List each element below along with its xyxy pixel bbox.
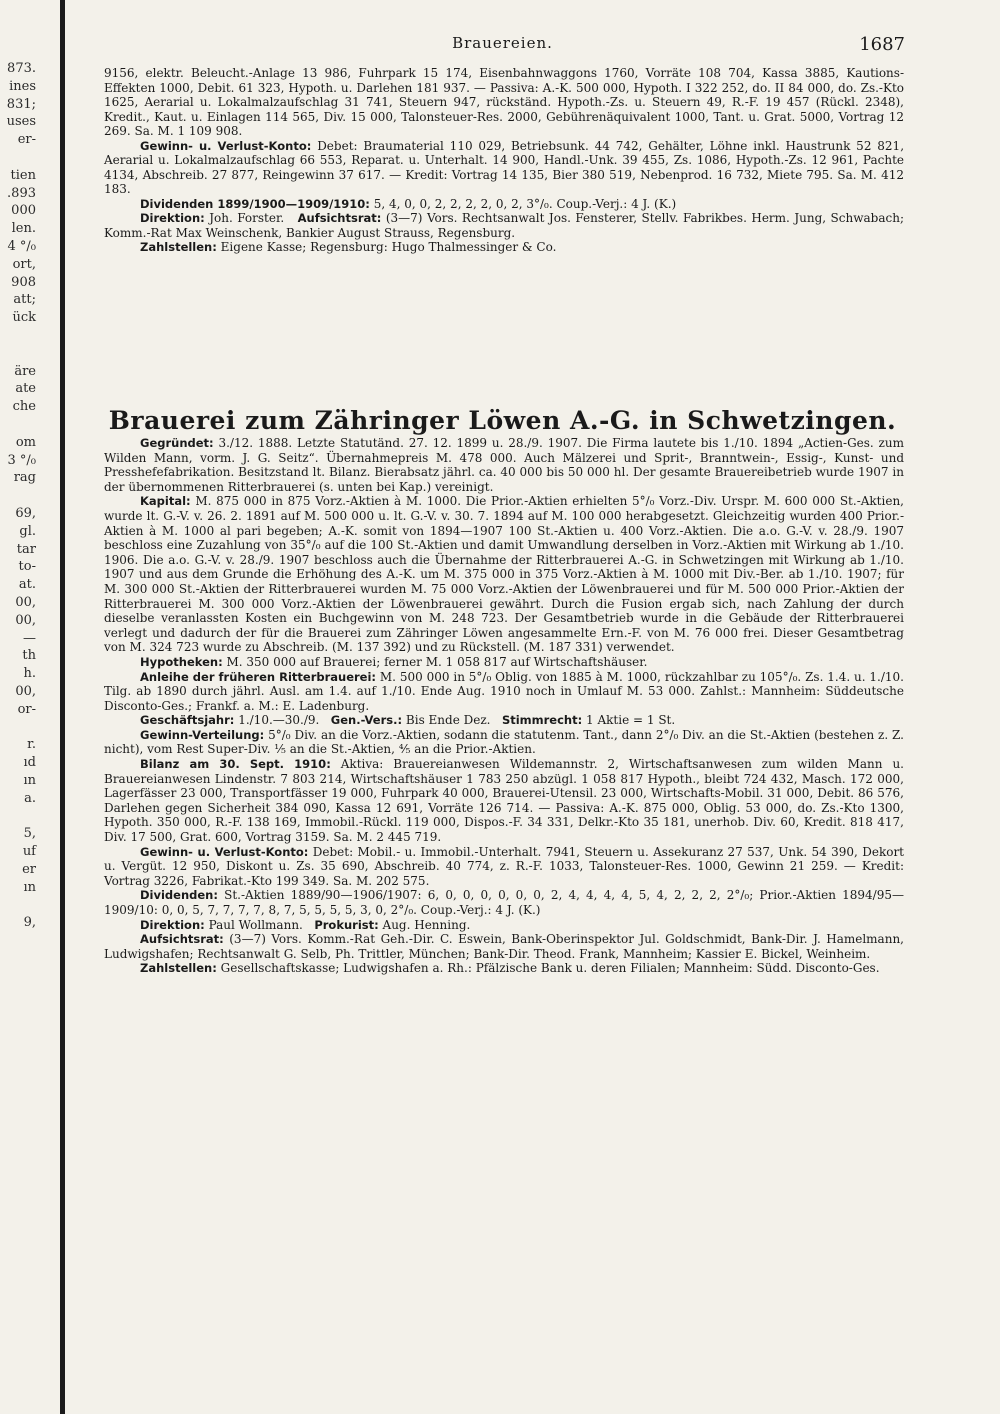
section-label: Geschäftsjahr: xyxy=(140,713,235,728)
section-label: Dividenden: xyxy=(140,888,218,903)
previous-entry-continuation xyxy=(104,66,904,255)
gutter-line: 9, xyxy=(23,915,36,931)
section-label: Gewinn-Verteilung: xyxy=(140,727,265,742)
gutter-line: 4 °/₀ xyxy=(7,238,36,254)
gutter-line: che xyxy=(12,399,36,415)
section-label: Kapital: xyxy=(140,494,191,509)
gutter-line: at. xyxy=(18,577,36,593)
gutter-line: gl. xyxy=(19,523,36,539)
management-section: Direktion: Joh. Forster. Aufsichtsrat: (3—7) Vors. Rechtsanwalt Jos. Fensterer, Stellv. Fabrikbes. Herm. Jung, Schwabach; Komm.-Rat Max Weinschenk, Bankier August Strauss, Regensburg. xyxy=(104,211,904,240)
gutter-line: uses xyxy=(6,114,36,130)
section-label: Aufsichtsrat: xyxy=(140,932,224,947)
gutter-line: to- xyxy=(18,559,36,575)
gutter-line: uf xyxy=(22,844,36,860)
management-section: Direktion: Paul Wollmann. Prokurist: Aug. Henning. xyxy=(140,917,471,932)
section-label: Gewinn- u. Verlust-Konto: xyxy=(140,138,312,153)
gutter-line: 000 xyxy=(11,203,36,219)
section-label: Zahlstellen: xyxy=(140,240,217,254)
supervisory-board-section: Aufsichtsrat: (3—7) Vors. Komm.-Rat Geh.-Dir. C. Eswein, Bank-Oberinspektor Jul. Goldschmidt, Bank-Dir. J. Hamelmann, Ludwigshafen; Rechtsanwalt G. Selb, Ph. Trittler, München; Bank-Dir. Theod. Frank, Mannheim; Kassier E. Bickel, Weinheim. xyxy=(104,932,904,961)
gutter-line: ort, xyxy=(12,256,36,272)
profit-loss-section: Gewinn- u. Verlust-Konto: Debet: Braumaterial 110 029, Betriebsunk. 44 742, Gehälter, Löhne inkl. Haustrunk 52 821, Aerarial u. Lokalmalzaufschlag 66 553, Reparat. u. Unterhalt. 14 900, Handl.-Unk. 39 455, Zs. 1086, Hypoth.-Zs. 12 961, Pachte 4134, Abschreib. 27 877, Reingewinn 37 617. — Kredit: Vortrag 14 135, Bier 380 519, Nebenprod. 16 732, Miete 795. Sa. M. 412 183. xyxy=(104,138,905,196)
gutter-line: 69, xyxy=(15,505,36,521)
dividends-section: Dividenden 1899/1900—1909/1910: 5, 4, 0, 0, 2, 2, 2, 2, 0, 2, 3°/₀. Coup.-Verj.: 4 J. (K.) xyxy=(140,196,677,211)
gutter-line xyxy=(0,327,40,345)
capital-section: Kapital: M. 875 000 in 875 Vorz.-Aktien à M. 1000. Die Prior.-Aktien erhielten 5°/₀ Vorz.-Div. Urspr. M. 600 000 St.-Aktien, wurde lt. G.-V. v. 26. 2. 1891 auf M. 500 000 u. lt. G.-V. v. 30. 7. 1894 auf M. 100 000 herabgesetzt. Gleichzeitig wurden 400 Prior.-Aktien à M. 1000 al pari begeben; A.-K. somit von 1894—1907 100 St.-Aktien u. 400 Vorz.-Aktien. Die a.o. G.-V. v. 28./9. 1907 beschloss eine Zuzahlung von 35°/₀ auf die 100 St.-Aktien und damit Umwandlung derselben in Vorz.-Aktien mit Wirkung ab 1./10. 1906. Die a.o. G.-V. v. 28./9. 1907 beschloss auch die Übernahme der Ritterbrauerei A.-G. in Schwetzingen mit Wirkung ab 1./10. 1907 und aus dem Grunde die Erhöhung des A.-K. um M. 375 000 in 375 Vorz.-Aktien à M. 1000 mit Div.-Ber. ab 1./10. 1907; für M. 300 000 St.-Aktien der Ritterbrauerei wurden M. 75 000 Vorz.-Aktien der Löwenbrauerei und für M. 500 000 Prior.-Aktien der Ritterbrauerei M. 300 000 Vorz.-Aktien der Löwenbrauerei gewährt. Durch die Fusion ergab sich, nach Zahlung der durch dieselbe veranlassten Kosten ein Buchgewinn von M. 248 723. Der Gesamtbetrieb wurde in die Gebäude der Ritterbrauerei verlegt und dadurch der für die Brauerei zum Zähringer Löwen angesammelte Ern.-F. von M. 76 000 frei. Dieser Gesamtbetrag von M. 324 723 wurde zu Abschreib. (M. 137 392) und zu Rückstell. (M. 187 331) verwendet. xyxy=(104,494,904,655)
gutter-line: ın xyxy=(23,772,36,788)
gutter-line: äre xyxy=(14,363,36,379)
gutter-line: att; xyxy=(13,292,36,308)
balance-continuation: 9156, elektr. Beleucht.-Anlage 13 986, Fuhrpark 15 174, Eisenbahnwaggons 1760, Vorräte 108 704, Kassa 3885, Kautions-Effekten 1000, Debit. 61 323, Hypoth. u. Darlehen 181 937. — Passiva: A.-K. 500 000, Hypoth. I 322 252, do. II 84 000, do. Zs.-Kto 1625, Aerarial u. Lokalmalzaufschlag 31 741, Steuern 947, rückständ. Hypoth.-Zs. u. Steuern 49, R.-F. 19 457 (Rückl. 2348), Kredit., Kaut. u. Einlagen 114 565, Div. 15 000, Talonsteuer-Res. 2000, Gebührenäquivalent 1000, Tant. u. Grat. 5000, Vortrag 12 269. Sa. M. 1 109 908. xyxy=(104,66,904,138)
gutter-line: h. xyxy=(23,666,36,682)
company-entry xyxy=(104,436,904,976)
gutter-line: r. xyxy=(27,737,36,753)
gutter-line xyxy=(0,718,40,736)
gutter-line: 00, xyxy=(15,683,36,699)
gutter-line: ıd xyxy=(23,755,36,771)
section-label: Anleihe der früheren Ritterbrauerei: xyxy=(140,669,377,684)
balance-sheet-section: Bilanz am 30. Sept. 1910: Aktiva: Brauereianwesen Wildemannstr. 2, Wirtschaftsanwesen zum wilden Mann u. Brauereianwesen Lindenstr. 7 803 214, Wirtschaftshäuser 1 783 250 abzügl. 1 058 817 Hypoth., bleibt 724 432, Masch. 172 000, Lagerfässer 23 000, Transportfässer 19 000, Fuhrpark 40 000, Brauerei-Utensil. 23 000, Wirtschafts-Mobil. 31 000, Debit. 86 576, Darlehen gegen Sicherheit 384 090, Kassa 12 691, Vorräte 126 714. — Passiva: A.-K. 875 000, Oblig. 53 000, do. Zs.-Kto 1300, Hypoth. 350 000, R.-F. 138 169, Immobil.-Rückl. 119 000, Dispos.-F. 34 331, Delkr.-Kto 35 181, unerhob. Div. 60, Kredit. 818 417, Div. 17 500, Grat. 600, Vortrag 3159. Sa. M. 2 445 719. xyxy=(104,757,904,845)
gutter-line xyxy=(0,487,40,505)
gutter-line: rag xyxy=(13,470,36,486)
gutter-line: .893 xyxy=(7,185,36,201)
gutter-line xyxy=(0,807,40,825)
gutter-line: 00, xyxy=(15,612,36,628)
page-header xyxy=(100,34,905,58)
previous-page-edge-text xyxy=(0,60,40,985)
gutter-line: a. xyxy=(24,790,36,806)
section-label: Stimmrecht: xyxy=(501,713,583,728)
binding-rule xyxy=(60,0,65,1414)
section-label: Bilanz am 30. Sept. 1910: xyxy=(140,757,331,772)
mortgages-section: Hypotheken: M. 350 000 auf Brauerei; ferner M. 1 058 817 auf Wirtschaftshäuser. xyxy=(140,654,648,669)
gutter-line xyxy=(0,416,40,434)
bond-section: Anleihe der früheren Ritterbrauerei: M. 500 000 in 5°/₀ Oblig. von 1885 à M. 1000, rückzahlbar zu 105°/₀. Zs. 1.4. u. 1./10. Tilg. ab 1890 durch jährl. Ausl. am 1.4. auf 1./10. Ende Aug. 1910 noch in Umlauf M. 53 000. Zahlst.: Mannheim: Süddeutsche Disconto-Ges.; Frankf. a. M.: E. Ladenburg. xyxy=(104,669,904,713)
gutter-line: 00, xyxy=(15,594,36,610)
gutter-line xyxy=(0,896,40,914)
gutter-line: 3 °/₀ xyxy=(7,452,36,468)
fiscal-year-section: Geschäftsjahr: 1./10.—30./9. Gen.-Vers.: Bis Ende Dez. Stimmrecht: 1 Aktie = 1 St. xyxy=(140,713,676,728)
gutter-line: om xyxy=(15,434,36,450)
gutter-line: — xyxy=(23,630,36,646)
page-number: 1687 xyxy=(859,34,905,55)
gutter-line: ines xyxy=(9,78,36,94)
section-label: Gewinn- u. Verlust-Konto: xyxy=(140,844,309,859)
section-label: Dividenden 1899/1900—1909/1910: xyxy=(140,196,370,211)
company-title: Brauerei zum Zähringer Löwen A.-G. in Schwetzingen. xyxy=(108,406,897,435)
profit-loss-section: Gewinn- u. Verlust-Konto: Debet: Mobil.- u. Immobil.-Unterhalt. 7941, Steuern u. Assekuranz 27 537, Unk. 54 390, Dekort u. Vergüt. 12 950, Diskont u. Zs. 35 690, Abschreib. 40 774, z. R.-F. 1033, Talonsteuer-Res. 1000, Gewinn 21 259. — Kredit: Vortrag 3226, Fabrikat.-Kto 199 349. Sa. M. 202 575. xyxy=(104,844,905,888)
gutter-line: er- xyxy=(17,132,36,148)
gutter-line: 873. xyxy=(7,61,36,76)
section-label: Gen.-Vers.: xyxy=(330,713,403,728)
gutter-line xyxy=(0,968,40,986)
profit-distribution-section: Gewinn-Verteilung: 5°/₀ Div. an die Vorz.-Aktien, sodann die statutenm. Tant., dann 2°/₀ Div. an die St.-Aktien (bestehen z. Z. nicht), vom Rest Super-Div. ⅕ an die St.-Aktien, ⅘ an die Prior.-Aktien. xyxy=(104,727,904,757)
section-label: Prokurist: xyxy=(314,917,379,932)
section-label: Direktion: xyxy=(140,211,205,225)
gutter-line: 5, xyxy=(23,826,36,842)
gutter-line: len. xyxy=(11,221,36,237)
gutter-line: tar xyxy=(16,541,36,557)
section-label: Hypotheken: xyxy=(140,654,223,669)
section-label: Direktion: xyxy=(140,917,205,932)
gutter-line: ın xyxy=(23,879,36,895)
paying-agents-section: Zahlstellen: Eigene Kasse; Regensburg: Hugo Thalmessinger & Co. xyxy=(140,240,557,254)
gutter-line: 908 xyxy=(11,274,36,290)
section-label: Aufsichtsrat: xyxy=(297,211,382,225)
gutter-line: ück xyxy=(12,310,36,326)
gutter-line: or- xyxy=(17,701,36,717)
gutter-line xyxy=(0,950,40,968)
paying-agents-section: Zahlstellen: Gesellschaftskasse; Ludwigshafen a. Rh.: Pfälzische Bank u. deren Filialen; Mannheim: Südd. Disconto-Ges. xyxy=(140,961,880,976)
founded-section: Gegründet: 3./12. 1888. Letzte Statutänd. 27. 12. 1899 u. 28./9. 1907. Die Firma lautete bis 1./10. 1894 „Actien-Ges. zum Wilden Mann, vorm. J. G. Seitz“. Übernahmepreis M. 478 000. Auch Mälzerei und Sprit-, Branntwein-, Essig-, Kunst- und Presshefefabrikation. Besitzstand lt. Bilanz. Bierabsatz jährl. ca. 40 000 bis 50 000 hl. Der gesamte Brauereibetrieb wurde 1907 in der übernommenen Ritterbrauerei (s. unten bei Kap.) vereinigt. xyxy=(104,436,904,494)
section-label: Zahlstellen: xyxy=(140,961,217,976)
gutter-line: er xyxy=(22,861,36,877)
gutter-line: ate xyxy=(15,381,36,397)
dividends-section: Dividenden: St.-Aktien 1889/90—1906/1907: 6, 0, 0, 0, 0, 0, 0, 2, 4, 4, 4, 4, 5, 4, 2, 2, 2, 2°/₀; Prior.-Aktien 1894/95—1909/10: 0, 0, 5, 7, 7, 7, 7, 8, 7, 5, 5, 5, 5, 3, 0, 2°/₀. Coup.-Verj.: 4 J. (K.) xyxy=(104,888,904,917)
running-title: Brauereien. xyxy=(452,34,553,52)
section-label: Gegründet: xyxy=(140,436,214,450)
gutter-line: tien xyxy=(10,167,36,183)
gutter-line xyxy=(0,345,40,363)
gutter-line xyxy=(0,932,40,950)
gutter-line xyxy=(0,149,40,167)
gutter-line: th xyxy=(22,648,36,664)
gutter-line: 831; xyxy=(6,96,36,112)
